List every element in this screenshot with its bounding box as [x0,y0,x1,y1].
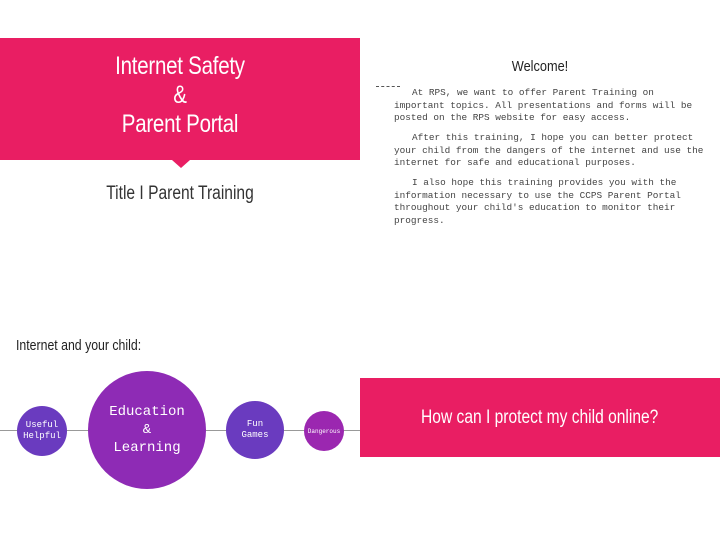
banner-pointer [172,160,190,168]
circle-label: Useful Helpful [23,420,61,441]
welcome-heading: Welcome! [511,58,569,75]
page-title [32,52,327,139]
welcome-paragraph-1: At RPS, we want to offer Parent Training on important topics. All presentations and forms will be posted on the RPS website for easy access. [394,87,693,123]
protect-banner [360,378,720,457]
circle-fun-games [226,401,284,459]
circle-dangerous [304,411,344,451]
protect-heading: How can I protect my child online? [421,406,659,428]
subtitle: Title I Parent Training [106,183,254,204]
circle-education-learning [88,371,206,489]
title-line-2: & [173,81,187,109]
circle-label: Education & Learning [109,404,185,456]
title-line-3: Parent Portal [121,110,239,138]
circle-label: Dangerous [307,427,341,435]
title-line-1: Internet Safety [115,52,245,80]
welcome-paragraph-2: After this training, I hope you can better protect your child from the dangers of the internet and use the internet for safe and educational purposes. [394,132,704,168]
circle-useful-helpful [17,406,67,456]
circle-label: Fun Games [241,419,269,440]
welcome-paragraph-3: I also hope this training provides you with the information necessary to use the CCPS Parent Portal throughout your child's education to monitor their progress. [394,177,681,226]
section-label: Internet and your child: [16,337,142,354]
